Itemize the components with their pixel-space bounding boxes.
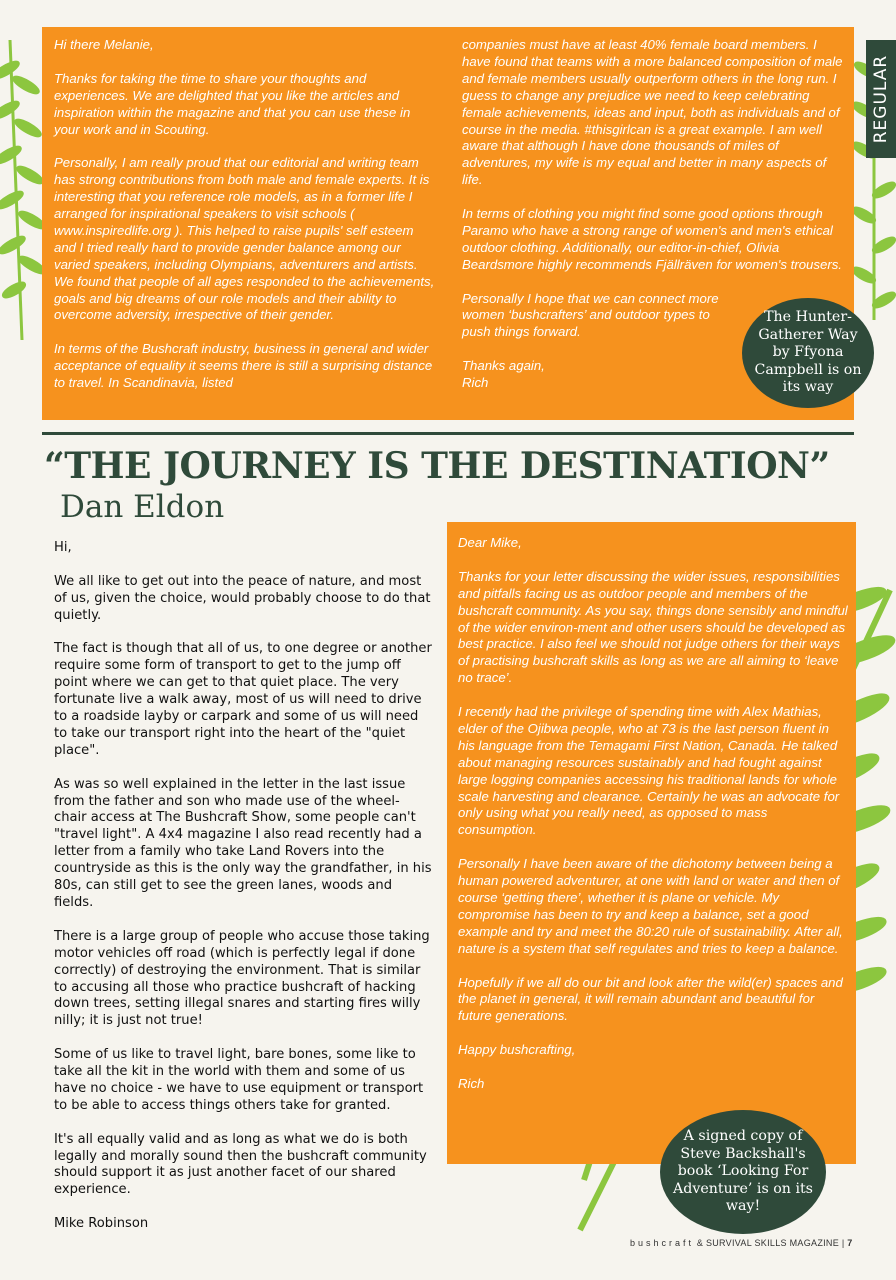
letter-signature: Mike Robinson bbox=[54, 1216, 149, 1232]
top-letter-paragraph: companies must have at least 40% female board members. I have found that teams with a more balanced composition of male and female members usually outperform others in the long run. I guess to change any prejudice we need to keep celebrating female achievements, ideas and input, both as individuals and of course in the media. #thisgirlcan is a great example. I am well aware that although I have done thousands of miles of adventures, my wife is my equal and better in many aspects of life. bbox=[462, 37, 843, 188]
footer-brand: bushcraft bbox=[630, 1238, 695, 1248]
letter-paragraph: There is a large group of people who accuse those taking motor vehicles off road (which is perfectly legal if done correctly) of destroying the environment. That is similar to accusing all those who practice bushcraft of hacking down trees, setting illegal snares and starting fires willy nilly; it is just not true! bbox=[54, 928, 430, 1029]
letter-paragraph: The fact is though that all of us, to one degree or another require some form of transport to get to the jump off point where we can get to that quiet place. The very fortunate live a walk away, most of us will need to drive to a roadside layby or carpark and some of us will need to take our transport right into the heart of the "quiet place". bbox=[54, 641, 432, 758]
reply-signature: Rich bbox=[458, 1075, 485, 1091]
reply-column bbox=[458, 535, 848, 1110]
reply-paragraph: Happy bushcrafting, bbox=[458, 1042, 576, 1058]
fern-top-left-icon bbox=[0, 40, 44, 340]
reply-box bbox=[447, 522, 856, 1164]
top-letter-paragraph: Hi there Melanie, bbox=[54, 37, 154, 52]
reply-paragraph: Thanks for your letter discussing the wider issues, responsibilities and pitfalls facing us as outdoor people and members of the bushcraft community. As you say, things done sensibly and mindful of the wider environ-ment and other users should be developed as best practice. I also feel we should not judge others for their ways of practising bushcraft skills as long as we are all aiming to ‘leave no trace’. bbox=[458, 568, 848, 686]
prize-badge-top bbox=[742, 298, 874, 408]
top-letter-paragraph: Thanks for taking the time to share your thoughts and experiences. We are delighted that you like the articles and inspiration within the magazine and that you can use these in your work and in Scouting. bbox=[54, 70, 411, 137]
reply-paragraph: Dear Mike, bbox=[458, 535, 522, 550]
reader-letter bbox=[54, 540, 432, 1250]
prize-badge-bottom bbox=[660, 1110, 826, 1234]
top-letter-paragraph: Personally, I am really proud that our editorial and writing team has strong contributions from both male and female experts. It is interesting that you reference role models, as in a former life I arranged for inspirational speakers to visit schools ( www.inspiredlife.org ). This helped to raise pupils' self esteem and I tried really hard to provide gender balance among our varied speakers, including Olympians, adventurers and artists. We found that people of all ages responded to the achievements, goals and big dreams of our role models and their ability to overcome adversity, irrespective of their gender. bbox=[54, 155, 435, 323]
reply-paragraph: Personally I have been aware of the dichotomy between being a human powered adventurer, at one with land or water and then of course ‘getting there’, whether it is plane or vehicle. My compromise has been to try and keep a balance, set a good example and try and meet the 80:20 rule of sustainability. After all, nature is a system that self regulates and tries to keep a balance. bbox=[458, 856, 843, 956]
letter-paragraph: Hi, bbox=[54, 540, 72, 555]
section-tab-label: REGULAR bbox=[871, 54, 891, 144]
page-number: 7 bbox=[847, 1238, 853, 1248]
letter-paragraph: As was so well explained in the letter in the last issue from the father and son who made use of the wheel-chair access at The Bushcraft Show, some people can't "travel light". A 4x4 magazine I also read recently had a letter from a family who take Land Rovers into the countryside as this is the only way the grandfather, in his 80s, can still get to see the green lanes, woods and fields. bbox=[54, 776, 432, 910]
reply-paragraph: I recently had the privilege of spending time with Alex Mathias, elder of the Ojibwa people, who at 73 is the last person fluent in his language from the Temagami First Nation, Canada. He talked about managing resources sustainably and had fought against large logging companies accessing his traditional lands for whole scale harvesting and clearance. Certainly he was an advocate for only using what you really need, as opposed to mass consumption. bbox=[458, 704, 840, 838]
prize-badge-top-text: The Hunter-Gatherer Way by Ffyona Campbell is on its way bbox=[754, 309, 862, 396]
top-letter-signature: Rich bbox=[462, 375, 489, 391]
headline-author: Dan Eldon bbox=[60, 489, 225, 525]
letter-paragraph: It's all equally valid and as long as what we do is both legally and morally sound then the bushcraft community should support it as just another facet of our shared experience. bbox=[54, 1131, 427, 1198]
top-letter-column-1 bbox=[54, 37, 439, 409]
reply-paragraph: Hopefully if we all do our bit and look after the wild(er) spaces and the planet in general, it will remain abundant and beautiful for future generations. bbox=[458, 974, 843, 1024]
top-letter-paragraph: In terms of clothing you might find some good options through Paramo who have a strong range of women's and men's ethical outdoor clothing. Additionally, our editor-in-chief, Olivia Beardsmore highly recommends Fjällräven for women's trousers. bbox=[462, 206, 842, 272]
page-footer bbox=[630, 1238, 853, 1248]
section-tab bbox=[866, 40, 896, 158]
prize-badge-bottom-text: A signed copy of Steve Backshall's book ‘Looking For Adventure’ is on its way! bbox=[673, 1128, 813, 1215]
top-letter-paragraph: In terms of the Bushcraft industry, business in general and wider acceptance of equality it seems there is still a surprising distance to travel. In Scandinavia, listed bbox=[54, 341, 433, 391]
top-letter-box bbox=[42, 27, 854, 420]
footer-magazine: & SURVIVAL SKILLS MAGAZINE bbox=[696, 1238, 840, 1248]
headline-quote: “THE JOURNEY IS THE DESTINATION” bbox=[44, 445, 830, 487]
letter-paragraph: Some of us like to travel light, bare bones, some like to take all the kit in the world with them and some of us have no choice - we have to use equipment or transport to be able to access things others take for granted. bbox=[54, 1047, 424, 1113]
top-letter-paragraph: Personally I hope that we can connect more women ‘bushcrafters’ and outdoor types to push things forward. bbox=[462, 290, 719, 340]
top-letter-signoff: Thanks again, bbox=[462, 358, 545, 374]
footer-separator: | bbox=[841, 1238, 845, 1248]
letter-paragraph: We all like to get out into the peace of nature, and most of us, given the choice, would probably choose to do that quietly. bbox=[54, 573, 431, 623]
section-divider bbox=[42, 432, 854, 435]
